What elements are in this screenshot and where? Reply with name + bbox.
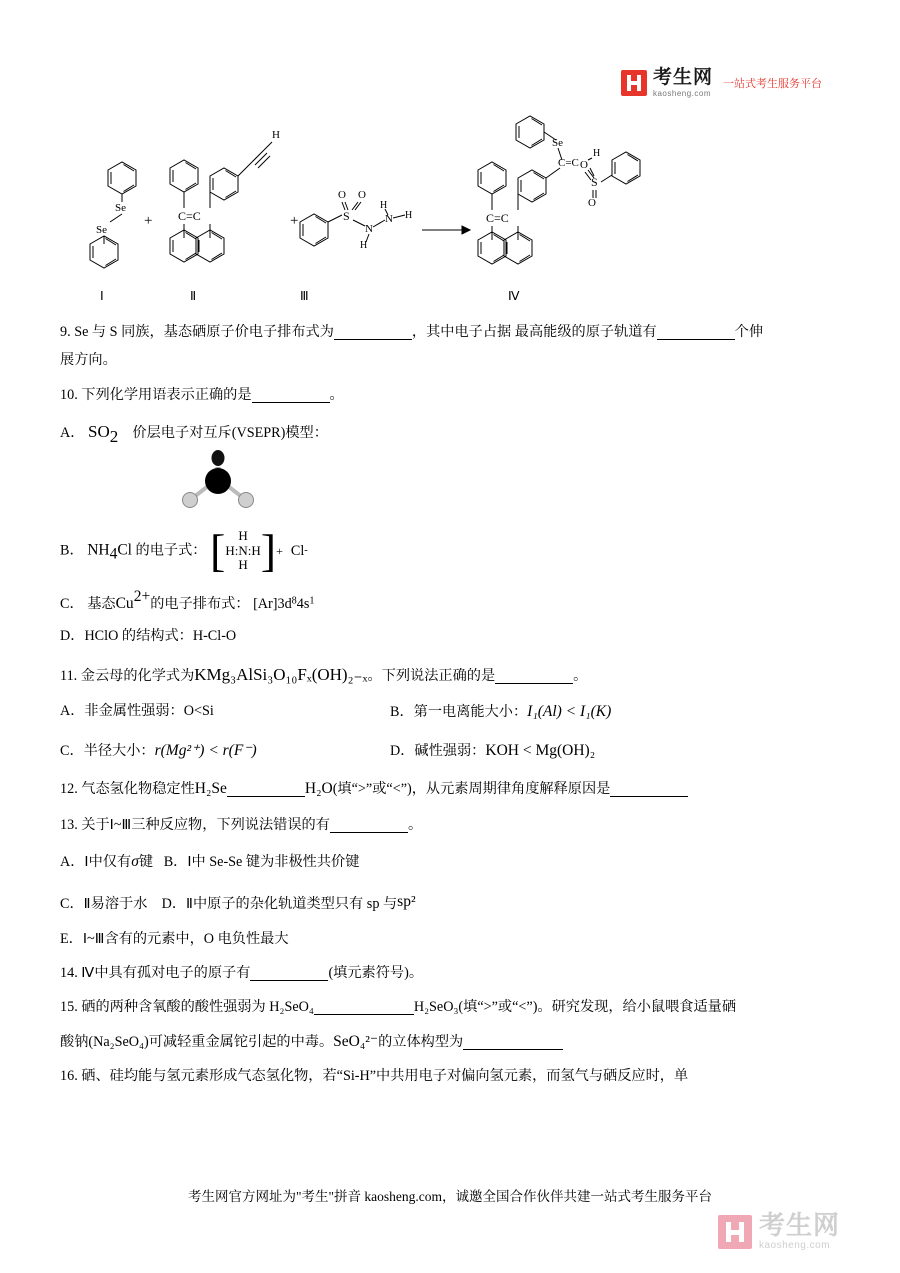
q15-ion: SeO₄²⁻ — [333, 1032, 379, 1050]
q12-text-b: (填“>”或“<”)，从元素周期律角度解释原因是 — [332, 780, 611, 797]
q9-blank-2[interactable] — [657, 325, 735, 339]
reaction-scheme — [60, 110, 850, 310]
question-14 — [60, 966, 850, 981]
brand-logo-top — [621, 68, 822, 98]
scheme-label-3: Ⅲ — [300, 289, 309, 303]
q10-optA-formula: SO — [87, 421, 110, 441]
q10-option-d — [60, 629, 850, 644]
kaosheng-logo-icon — [621, 70, 647, 96]
q14-text-a: Ⅳ中具有孤对电子的原子有 — [81, 965, 251, 982]
q10-option-c — [60, 589, 850, 612]
q13-options-ab — [60, 854, 850, 870]
svg-text:S: S — [343, 209, 350, 223]
brand-name-bottom: 考生网 — [758, 1210, 840, 1240]
q15-text-c: 酸钠(Na₂SeO₄)可减轻重金属铊引起的中毒。 — [60, 1033, 334, 1050]
q10-optA-label: A． — [60, 424, 85, 441]
q11-optB-expr: I₁(Al) < I₁(K) — [527, 703, 612, 721]
q13-optA-sym: σ — [131, 852, 139, 870]
q16-text: 硒、硅均能与氢元素形成气态氢化物，若“Si-H”中共用电子对偏向氢元素，而氢气与硒反应时，单 — [81, 1068, 689, 1085]
q10-optC-label: C． — [60, 596, 84, 613]
q9-number: 9. — [60, 324, 71, 340]
q10-optC-text-a: 基态 — [87, 596, 116, 613]
q11-optD-expr: KOH < Mg(OH)₂ — [485, 741, 596, 759]
q9-text-a: Se 与 S 同族，基态硒原子价电子排布式为 — [74, 324, 334, 340]
q15-text-b: H₂SeO₃(填“>”或“<”)。研究发现，给小鼠喂食适量硒 — [413, 998, 737, 1015]
q13-stem-b: 。 — [407, 817, 423, 834]
q11-formula: KMg₃AlSi₃O₁₀Fₓ(OH)₂₋ₓ — [194, 665, 368, 685]
q10-optC-cfg-sup1: 8 — [291, 595, 297, 607]
scheme-label-4: Ⅳ — [508, 289, 520, 303]
q10-blank[interactable] — [252, 388, 330, 402]
brand-slogan: 一站式考生服务平台 — [723, 78, 822, 90]
q10-optA-text: 价层电子对互斥(VSEPR)模型： — [132, 424, 328, 441]
bracket-left: [ — [210, 525, 226, 577]
svg-text:O: O — [358, 189, 366, 201]
q9-blank-1[interactable] — [334, 325, 412, 339]
q10-optB-formula-a: NH — [87, 541, 110, 559]
lewis-cl: Cl — [290, 542, 305, 559]
q12-text-a: 气态氢化物稳定性 — [81, 780, 195, 797]
q11-stem-c: 。 — [573, 668, 588, 685]
q9-text-c: 个伸 — [734, 324, 764, 340]
svg-text:S: S — [591, 175, 598, 189]
svg-text:H: H — [272, 129, 280, 141]
q11-optC-label: C．半径大小： — [60, 742, 155, 759]
q10-optC-cfg-sup2: 1 — [309, 595, 315, 607]
q11-optB-label: B．第一电离能大小： — [390, 704, 528, 721]
lewis-inner — [225, 529, 260, 573]
q10-stem-b: 。 — [329, 386, 344, 403]
svg-text:O: O — [580, 159, 588, 171]
vsepr-model — [172, 449, 850, 515]
q10-optC-ion: Cu — [115, 595, 134, 613]
q13-options-cd — [60, 894, 850, 912]
q11-optB — [390, 704, 611, 720]
q11-stem-a: 金云母的化学式为 — [80, 668, 195, 685]
question-13 — [60, 818, 850, 833]
lewis-bottom-h: H — [238, 557, 248, 573]
q11-optA: A．非金属性强弱：O<Si — [60, 703, 214, 720]
q10-stem-a: 下列化学用语表示正确的是 — [81, 386, 252, 403]
q16-number: 16. — [60, 1068, 78, 1085]
page-footer: 考生网官方网址为"考生"拼音 kaosheng.com，诚邀全国合作伙伴共建一站式考生服务平台 — [187, 1189, 712, 1204]
q14-blank[interactable] — [250, 966, 328, 980]
q15-blank-2[interactable] — [463, 1036, 563, 1050]
q9-text-b: ，其中电子占据 最高能级的原子轨道有 — [411, 324, 657, 340]
q14-number: 14. — [60, 965, 78, 982]
svg-text:H: H — [380, 200, 388, 211]
svg-text:+: + — [290, 213, 299, 229]
q13-optB: B．Ⅰ中 Se-Se 键为非极性共价键 — [163, 853, 360, 870]
q13-optA: A．Ⅰ中仅有 — [60, 853, 132, 870]
svg-text:C=C: C=C — [558, 157, 579, 169]
q15-text-a: 硒的两种含氧酸的酸性强弱为 H₂SeO₄ — [81, 998, 314, 1015]
q10-option-b — [60, 525, 850, 577]
q13-option-e: E．Ⅰ~Ⅲ含有的元素中，O 电负性最大 — [60, 931, 289, 948]
exam-questions — [60, 325, 850, 1097]
q10-optB-text: 的电子式： — [135, 542, 207, 559]
q14-text-b: (填元素符号)。 — [328, 965, 424, 982]
svg-text:H: H — [593, 148, 601, 159]
q12-number: 12. — [60, 780, 78, 797]
q13-optD-sp2: sp² — [397, 893, 416, 911]
lewis-mid: H:N:H — [225, 542, 261, 558]
q11-optC — [60, 743, 390, 759]
q10-optC-cfg-a: [Ar]3d — [253, 596, 292, 613]
q10-option-a — [60, 423, 850, 446]
q10-optC-ion-sup: 2+ — [133, 588, 151, 606]
question-9 — [60, 325, 850, 340]
scheme-label-2: Ⅱ — [190, 289, 197, 303]
q10-optC-text-b: 的电子排布式： — [150, 596, 250, 613]
lewis-charge: + — [276, 543, 283, 558]
q10-optC-cfg-b: 4s — [296, 596, 310, 613]
brand-domain-bottom: kaosheng.com — [758, 1240, 831, 1251]
brand-domain: kaosheng.com — [652, 89, 712, 98]
svg-text:H: H — [405, 210, 413, 221]
q12-blank-2[interactable] — [610, 783, 688, 797]
q11-number: 11. — [60, 668, 78, 685]
brand-logo-bottom — [718, 1212, 840, 1251]
q11-optD-label: D．碱性强弱： — [390, 742, 486, 759]
q11-optD — [390, 743, 595, 759]
q15-number: 15. — [60, 998, 78, 1015]
q13-optD: D．Ⅱ中原子的杂化轨道类型只有 sp 与 — [161, 896, 398, 913]
q15-blank-1[interactable] — [314, 1000, 414, 1014]
q10-optB-label: B． — [60, 542, 84, 559]
q12-f2: H₂O — [304, 779, 333, 797]
scheme-label-1: Ⅰ — [100, 289, 104, 303]
lewis-structure-nh4 — [210, 525, 308, 577]
svg-text:+: + — [144, 213, 153, 229]
q9-line2: 展方向。 — [60, 351, 117, 368]
svg-text:N: N — [385, 213, 393, 225]
question-12 — [60, 781, 850, 797]
svg-text:O: O — [338, 189, 346, 201]
q15-text-d: 的立体构型为 — [378, 1033, 464, 1050]
svg-text:H: H — [360, 240, 368, 251]
kaosheng-logo-icon-bottom — [718, 1215, 752, 1249]
q11-options-row-2 — [60, 743, 850, 759]
svg-text:Se: Se — [115, 202, 126, 214]
svg-text:O: O — [588, 197, 596, 209]
svg-text:Se: Se — [552, 137, 563, 149]
q11-optC-expr: r(Mg²⁺) < r(F⁻) — [154, 741, 257, 759]
brand-name: 考生网 — [652, 67, 713, 88]
question-16 — [60, 1069, 850, 1084]
q13-optC: C．Ⅱ易溶于水 — [60, 896, 148, 913]
q10-number: 10. — [60, 386, 78, 403]
question-15 — [60, 1000, 850, 1015]
svg-text:Se: Se — [96, 224, 107, 236]
svg-text:N: N — [365, 223, 373, 235]
q12-blank-1[interactable] — [227, 783, 305, 797]
q12-f1: H₂Se — [194, 779, 227, 797]
question-11 — [60, 666, 850, 684]
q11-options-row-1 — [60, 704, 850, 720]
q11-blank[interactable] — [495, 670, 573, 684]
q11-stem-b: 。下列说法正确的是 — [367, 668, 496, 685]
q13-number: 13. — [60, 817, 78, 834]
svg-text:C=C: C=C — [178, 209, 201, 223]
q10-optB-sub: 4 — [109, 545, 118, 563]
lewis-top-h: H — [238, 528, 248, 544]
q13-blank[interactable] — [330, 818, 408, 832]
q13-optA-b: 键 — [138, 853, 154, 870]
q10-optD-label: D． — [60, 628, 85, 645]
q10-optA-sub: 2 — [109, 426, 119, 446]
q13-stem-a: 关于Ⅰ~Ⅲ三种反应物，下列说法错误的有 — [81, 817, 330, 834]
question-10 — [60, 388, 850, 403]
q10-optD-text: HClO 的结构式：H-Cl-O — [84, 628, 237, 645]
svg-text:C=C: C=C — [486, 211, 509, 225]
q10-optB-formula-b: Cl — [117, 541, 132, 559]
scheme-labels — [60, 288, 850, 306]
lewis-cl-charge: - — [304, 544, 308, 556]
bracket-right: ] — [260, 525, 277, 577]
q15-line2 — [60, 1034, 850, 1050]
